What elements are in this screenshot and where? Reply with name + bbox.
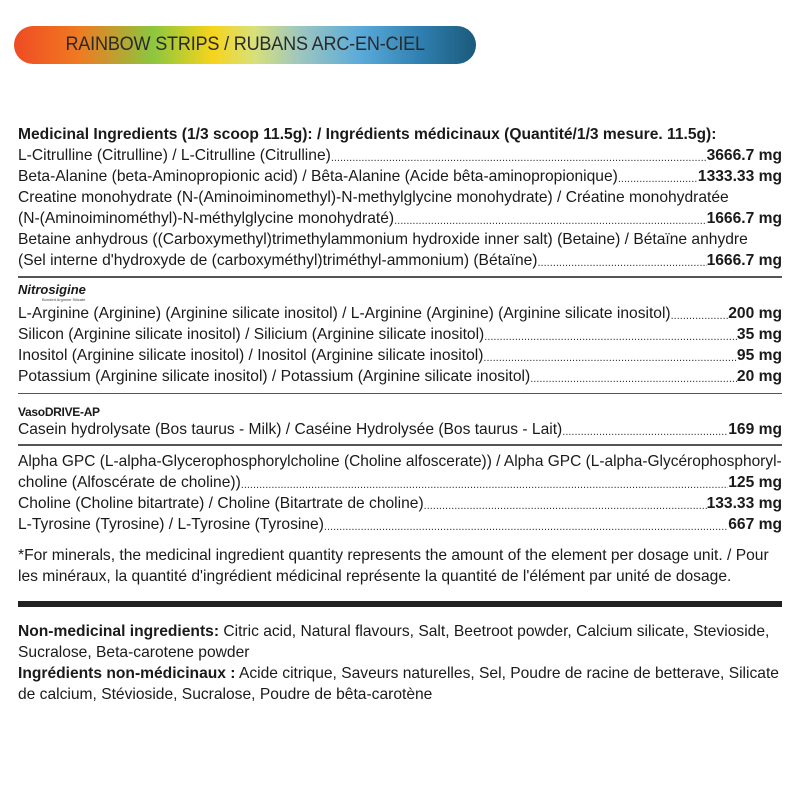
ingredient-row-line1: Betaine anhydrous ((Carboxymethyl)trimethylammonium hydroxide inner salt) (Betaine) / Bétaïne anhydre [18,231,748,248]
ingredient-row: Potassium (Arginine silicate inositol) / Potassium (Arginine silicate inositol) ..... 20 mg [18,366,782,387]
section-divider [18,393,782,395]
thick-divider [18,601,782,607]
ingredient-row: choline (Alfoscérate de choline)) ..... 125 mg [18,472,782,493]
vasodrive-logo: VasoDRIVE-AP [18,405,100,419]
ingredient-row-line1: Alpha GPC (L-alpha-Glycerophosphorylcholine (Choline alfoscerate)) / Alpha GPC (L-alpha-Glycérophosphoryl- [18,452,782,470]
ingredient-row: L-Tyrosine (Tyrosine) / L-Tyrosine (Tyrosine) ..... 667 mg [18,514,782,535]
ingredient-row: Silicon (Arginine silicate inositol) / Silicium (Arginine silicate inositol) ..... 35 mg [18,324,782,345]
non-medicinal-fr: Ingrédients non-médicinaux : Acide citrique, Saveurs naturelles, Sel, Poudre de racine de betterave, Silicate de calcium, Stévioside, Sucralose, Poudre de bêta-carotène [18,664,779,703]
ingredient-row: Casein hydrolysate (Bos taurus - Milk) / Caséine Hydrolysée (Bos taurus - Lait) ..... 169 mg [18,419,782,440]
minerals-footnote: *For minerals, the medicinal ingredient quantity represents the amount of the element per dosage unit. / Pour les minéraux, la quantité d'ingrédient médicinal représente la quantité de l'élément par unité de dosage. [18,546,769,585]
ingredient-row: Beta-Alanine (beta-Aminopropionic acid) / Bêta-Alanine (Acide bêta-aminopropionique) ..... 1333.33 mg [18,166,782,187]
banner-title: RAINBOW STRIPS / RUBANS ARC-EN-CIEL [65,34,425,55]
ingredient-row: L-Citrulline (Citrulline) / L-Citrulline (Citrulline) ..... 3666.7 mg [18,145,782,166]
ingredients-panel [18,124,782,705]
section-divider [18,444,782,446]
ingredient-row: (N-(Aminoiminométhyl)-N-méthylglycine monohydraté) ..... 1666.7 mg [18,208,782,229]
title-banner [14,26,476,64]
ingredient-row-line1: Creatine monohydrate (N-(Aminoiminomethyl)-N-methylglycine monohydrate) / Créatine monohydratée [18,189,729,206]
ingredient-row: Inositol (Arginine silicate inositol) / Inositol (Arginine silicate inositol) ..... 95 mg [18,345,782,366]
ingredient-row: (Sel interne d'hydroxyde de (carboxyméthyl)triméthyl-ammonium) (Bétaïne) ..... 1666.7 mg [18,250,782,271]
ingredient-row: L-Arginine (Arginine) (Arginine silicate inositol) / L-Arginine (Arginine) (Arginine silicate inositol) ..... 200 mg [18,303,782,324]
section-divider [18,276,782,278]
non-medicinal-en: Non-medicinal ingredients: Citric acid, Natural flavours, Salt, Beetroot powder, Calcium silicate, Stevioside, Sucralose, Beta-carotene powder [18,622,770,661]
nitrosigine-logo: Nitrosigine Bonded Arginine Silicate [18,281,86,302]
medicinal-header: Medicinal Ingredients (1/3 scoop 11.5g): / Ingrédients médicinaux (Quantité/1/3 mesure. 11.5g): [18,126,717,143]
ingredient-row: Choline (Choline bitartrate) / Choline (Bitartrate de choline) ..... 133.33 mg [18,493,782,514]
